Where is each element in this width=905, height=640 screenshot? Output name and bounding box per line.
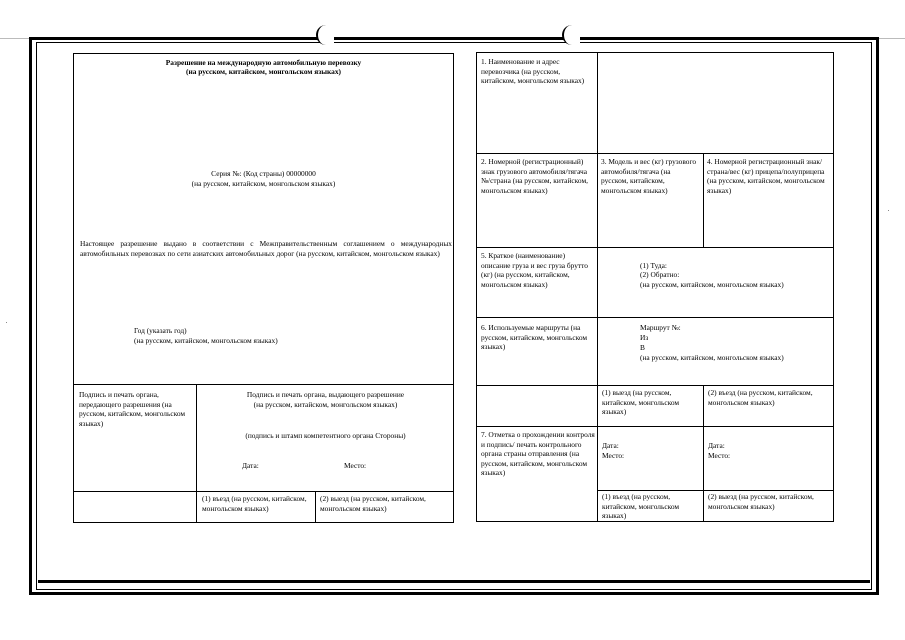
date-label: Дата: [242,461,259,470]
binding-curl-left-icon [316,25,334,45]
field-4-trailer-registration-label: 4. Номерной регистрационный знак/страна/вес (кг) прицепа/полуприцепа (на русском, китайском, монгольском языках) [707,157,825,195]
frame-bottom-rule [38,580,870,583]
right-divider [476,317,834,318]
field-6-from-label: Из [640,333,649,342]
right-divider [476,153,834,154]
exit-date-label: Дата: [602,441,619,450]
year-languages: (на русском, китайском, монгольском языках) [134,336,278,345]
left-divider [73,491,454,492]
field-6-route-number-label: Маршрут №: [640,323,681,332]
scan-dot [6,322,7,323]
left-divider [73,384,454,385]
issuing-authority-signature-label: Подпись и печать органа, выдающего разрешение [246,390,405,399]
binding-curl-right-icon [562,25,580,45]
field-1-carrier-label: 1. Наименование и адрес перевозчика (на русском, китайском, монгольском языках) [481,57,585,86]
field-6-to-label: В [640,343,645,352]
field-5-languages: (на русском, китайском, монгольском языках) [640,280,784,289]
entry-date-label: Дата: [708,441,725,450]
issued-under-agreement-text: Настоящее разрешение выдано в соответствии с Межправительственным соглашением о международных автомобильных перевозках по сети азиатских автомобильных дорог (на русском, китайском, монгольском языках) [80,239,452,258]
field-5-return-label: (2) Обратно: [640,270,680,279]
forwarding-authority-signature-label: Подпись и печать органа, передающего разрешения (на русском, китайском, монгольском языках) [79,390,186,428]
right-divider [598,490,834,491]
series-languages: (на русском, китайском, монгольском языках) [191,179,336,188]
place-label: Место: [344,461,367,470]
right-divider [703,385,704,522]
right-divider [476,247,834,248]
permit-title-languages: (на русском, китайском, монгольском языках) [186,67,341,76]
right-divider [476,385,834,386]
left-page-border [73,53,454,523]
entry-column-label: (1) въезд (на русском, китайском, монгольском языках) [202,494,307,513]
entry-place-label: Место: [708,451,731,460]
entry-column-label: (2) въезд (на русском, китайском, монгольском языках) [708,388,813,407]
right-divider [476,426,834,427]
edge-rule-left [0,38,29,39]
scan-dot [888,210,889,211]
series-number: Серия №: (Код страны) 00000000 [211,169,316,178]
exit-column-label-bottom: (2) выезд (на русском, китайском, монгольском языках) [708,492,814,511]
field-5-cargo-description-label: 5. Краткое (наименование) описание груза и вес груза брутто (кг) (на русском, китайском, монгольском языках) [481,251,588,289]
field-6-routes-label: 6. Используемые маршруты (на русском, китайском, монгольском языках) [481,323,588,352]
exit-place-label: Место: [602,451,625,460]
year-label: Год (указать год) [134,326,187,335]
field-5-outbound-label: (1) Туда: [640,261,667,270]
field-3-vehicle-model-weight-label: 3. Модель и вес (кг) грузового автомобиля/тягача (на русском, китайском, монгольском языках) [601,157,697,195]
competent-authority-stamp-label: (подпись и штамп компетентного органа Стороны) [245,431,406,440]
field-7-control-mark-label: 7. Отметка о прохождении контроля и подпись/ печать контрольного органа страны отправления (на русском, китайском, монгольском языках) [481,430,595,478]
exit-column-label: (1) выезд (на русском, китайском, монгольском языках) [602,388,680,417]
issuing-authority-languages: (на русском, китайском, монгольском языках) [253,400,398,409]
field-2-vehicle-registration-label: 2. Номерной (регистрационный) знак грузового автомобиля/тягача №/страна (на русском, китайском, монгольском языках) [481,157,588,195]
edge-rule-right [879,38,905,39]
right-divider [703,153,704,247]
field-6-languages: (на русском, китайском, монгольском языках) [640,353,784,362]
exit-column-label: (2) выезд (на русском, китайском, монгольском языках) [320,494,426,513]
permit-title: Разрешение на международную автомобильную перевозку [165,58,362,67]
entry-column-label-bottom: (1) въезд (на русском, китайском, монгольском языках) [602,492,680,521]
field-1-carrier-value[interactable] [598,53,833,152]
left-divider [315,491,316,523]
